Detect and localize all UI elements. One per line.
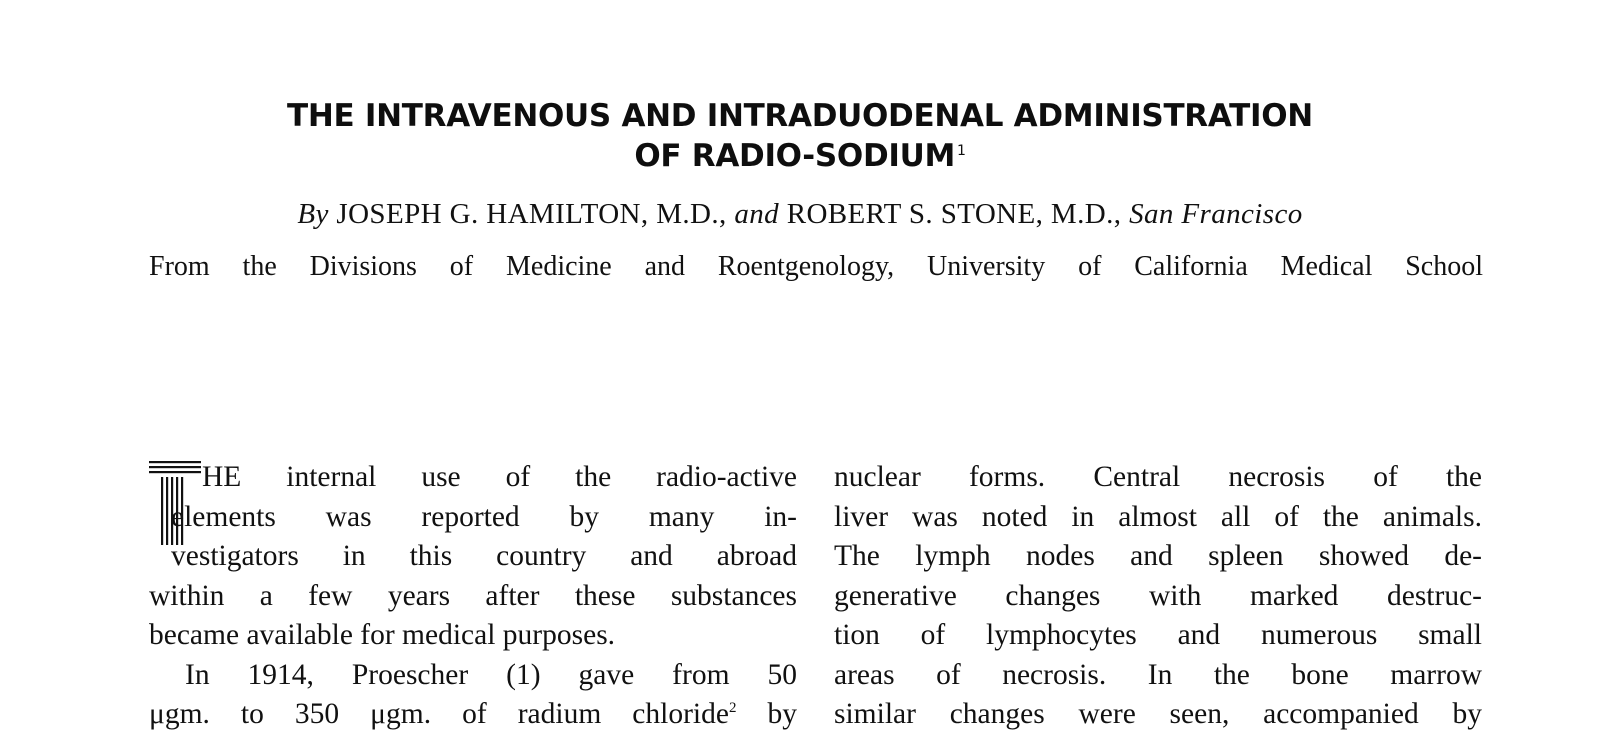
body-line: In 1914, Proescher (1) gave from 50 [185, 658, 797, 691]
body-line: nuclear forms. Central necrosis of the [834, 461, 1482, 493]
body-line: tion of lymphocytes and numerous small [834, 619, 1482, 651]
body-line: similar changes were seen, accompanied by [834, 698, 1482, 730]
paper-title-line-1: THE INTRAVENOUS AND INTRADUODENAL ADMINISTRATION [287, 98, 1313, 134]
body-line: within a few years after these substances [149, 579, 797, 612]
body-line: vestigators in this country and abroad [171, 540, 797, 572]
body-line: HE internal use of the radio-active [202, 461, 797, 493]
byline-and: and [734, 198, 780, 230]
author-1: JOSEPH G. HAMILTON, M.D., [336, 198, 727, 230]
body-line: became available for medical purposes. [149, 619, 616, 651]
affiliation: From the Divisions of Medicine and Roentgenology, University of California Medical School [149, 251, 1483, 282]
paper-title-line-2 [0, 138, 1600, 174]
body-line: elements was reported by many in- [171, 500, 797, 533]
body-column-left [149, 458, 797, 735]
body-line-tail: by [767, 698, 797, 730]
body-line: The lymph nodes and spleen showed de- [834, 540, 1482, 572]
author-byline [0, 198, 1600, 231]
title-footnote-mark: 1 [957, 142, 966, 159]
byline-by: By [297, 198, 329, 230]
body-line [149, 695, 797, 735]
body-line-text: μgm. to 350 μgm. of radium chloride [149, 698, 729, 730]
body-line: areas of necrosis. In the bone marrow [834, 658, 1482, 691]
body-line: generative changes with marked destruc- [834, 579, 1482, 612]
body-column-right [834, 458, 1482, 735]
body-line: liver was noted in almost all of the animals. [834, 500, 1482, 533]
author-2: ROBERT S. STONE, M.D., [786, 198, 1122, 230]
paper-title-text: OF RADIO-SODIUM [634, 138, 956, 174]
footnote-ref-2: 2 [728, 700, 737, 717]
byline-location: San Francisco [1129, 198, 1303, 230]
